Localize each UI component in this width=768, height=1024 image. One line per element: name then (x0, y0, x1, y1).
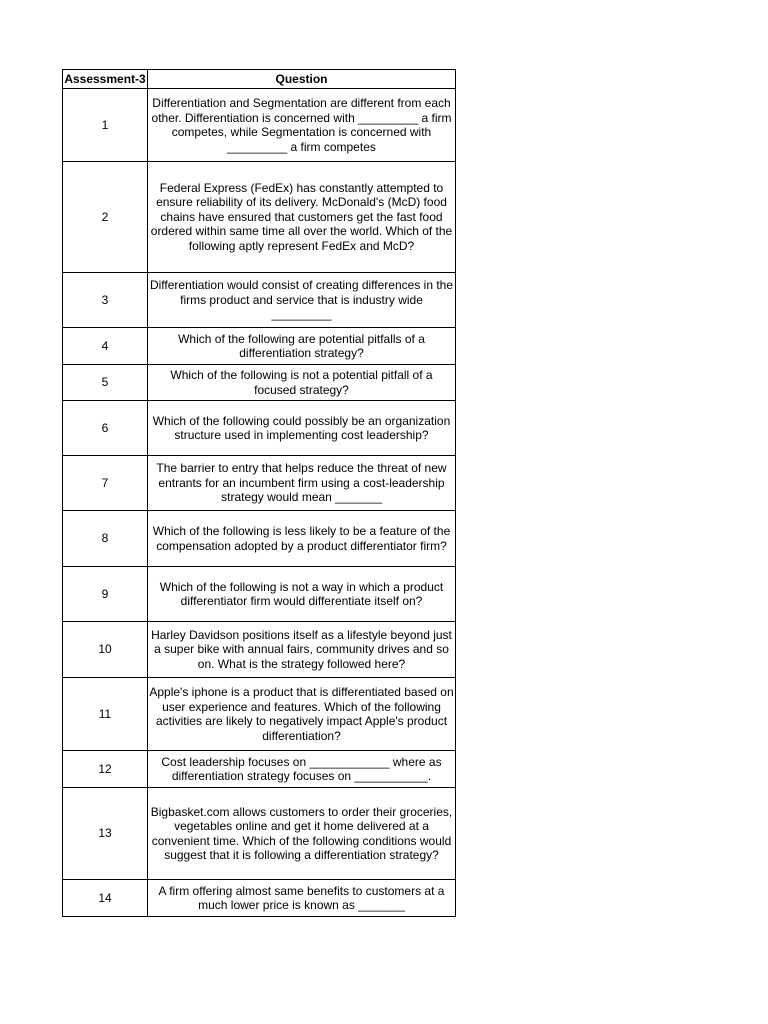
table-row (63, 162, 456, 273)
question-text: Federal Express (FedEx) has constantly attempted to ensure reliability of its delivery. McDonald's (McD) food chains have ensured that customers get the fast food ordered within same time all over the world. Which of the following aptly represent FedEx and McD? (148, 162, 456, 273)
row-number: 13 (63, 788, 148, 880)
table-row (63, 89, 456, 162)
table-row (63, 880, 456, 917)
row-number: 9 (63, 567, 148, 622)
question-text: Differentiation would consist of creating differences in the firms product and service that is industry wide _________ (148, 273, 456, 328)
table-row (63, 751, 456, 788)
table-row (63, 511, 456, 567)
question-text: Which of the following is less likely to be a feature of the compensation adopted by a product differentiator firm? (148, 511, 456, 567)
question-text: Which of the following are potential pitfalls of a differentiation strategy? (148, 328, 456, 365)
header-row (63, 70, 456, 89)
assessment-table (62, 69, 456, 917)
table-row (63, 273, 456, 328)
table-row (63, 622, 456, 678)
row-number: 14 (63, 880, 148, 917)
question-text: A firm offering almost same benefits to customers at a much lower price is known as _______ (148, 880, 456, 917)
table-row (63, 788, 456, 880)
row-number: 11 (63, 678, 148, 751)
row-number: 4 (63, 328, 148, 365)
table-row (63, 567, 456, 622)
row-number: 5 (63, 365, 148, 401)
row-number: 10 (63, 622, 148, 678)
table-row (63, 678, 456, 751)
row-number: 3 (63, 273, 148, 328)
table-row (63, 456, 456, 511)
question-text: Differentiation and Segmentation are different from each other. Differentiation is concerned with _________ a firm competes, while Segmentation is concerned with _________ a firm competes (148, 89, 456, 162)
row-number: 8 (63, 511, 148, 567)
row-number: 1 (63, 89, 148, 162)
header-question: Question (148, 70, 456, 89)
question-text: Apple's iphone is a product that is differentiated based on user experience and features. Which of the following activities are likely to negatively impact Apple's product differentiation? (148, 678, 456, 751)
table-row (63, 328, 456, 365)
row-number: 2 (63, 162, 148, 273)
row-number: 12 (63, 751, 148, 788)
question-text: Which of the following is not a way in which a product differentiator firm would differentiate itself on? (148, 567, 456, 622)
question-text: Which of the following could possibly be an organization structure used in implementing cost leadership? (148, 401, 456, 456)
question-text: The barrier to entry that helps reduce the threat of new entrants for an incumbent firm using a cost-leadership strategy would mean _______ (148, 456, 456, 511)
row-number: 7 (63, 456, 148, 511)
question-text: Cost leadership focuses on ____________ where as differentiation strategy focuses on ___________. (148, 751, 456, 788)
question-text: Which of the following is not a potential pitfall of a focused strategy? (148, 365, 456, 401)
table-row (63, 401, 456, 456)
question-text: Harley Davidson positions itself as a lifestyle beyond just a super bike with annual fairs, community drives and so on. What is the strategy followed here? (148, 622, 456, 678)
table-row (63, 365, 456, 401)
row-number: 6 (63, 401, 148, 456)
question-text: Bigbasket.com allows customers to order their groceries, vegetables online and get it home delivered at a convenient time. Which of the following conditions would suggest that it is following a differentiation strategy? (148, 788, 456, 880)
header-assessment: Assessment-3 (63, 70, 148, 89)
